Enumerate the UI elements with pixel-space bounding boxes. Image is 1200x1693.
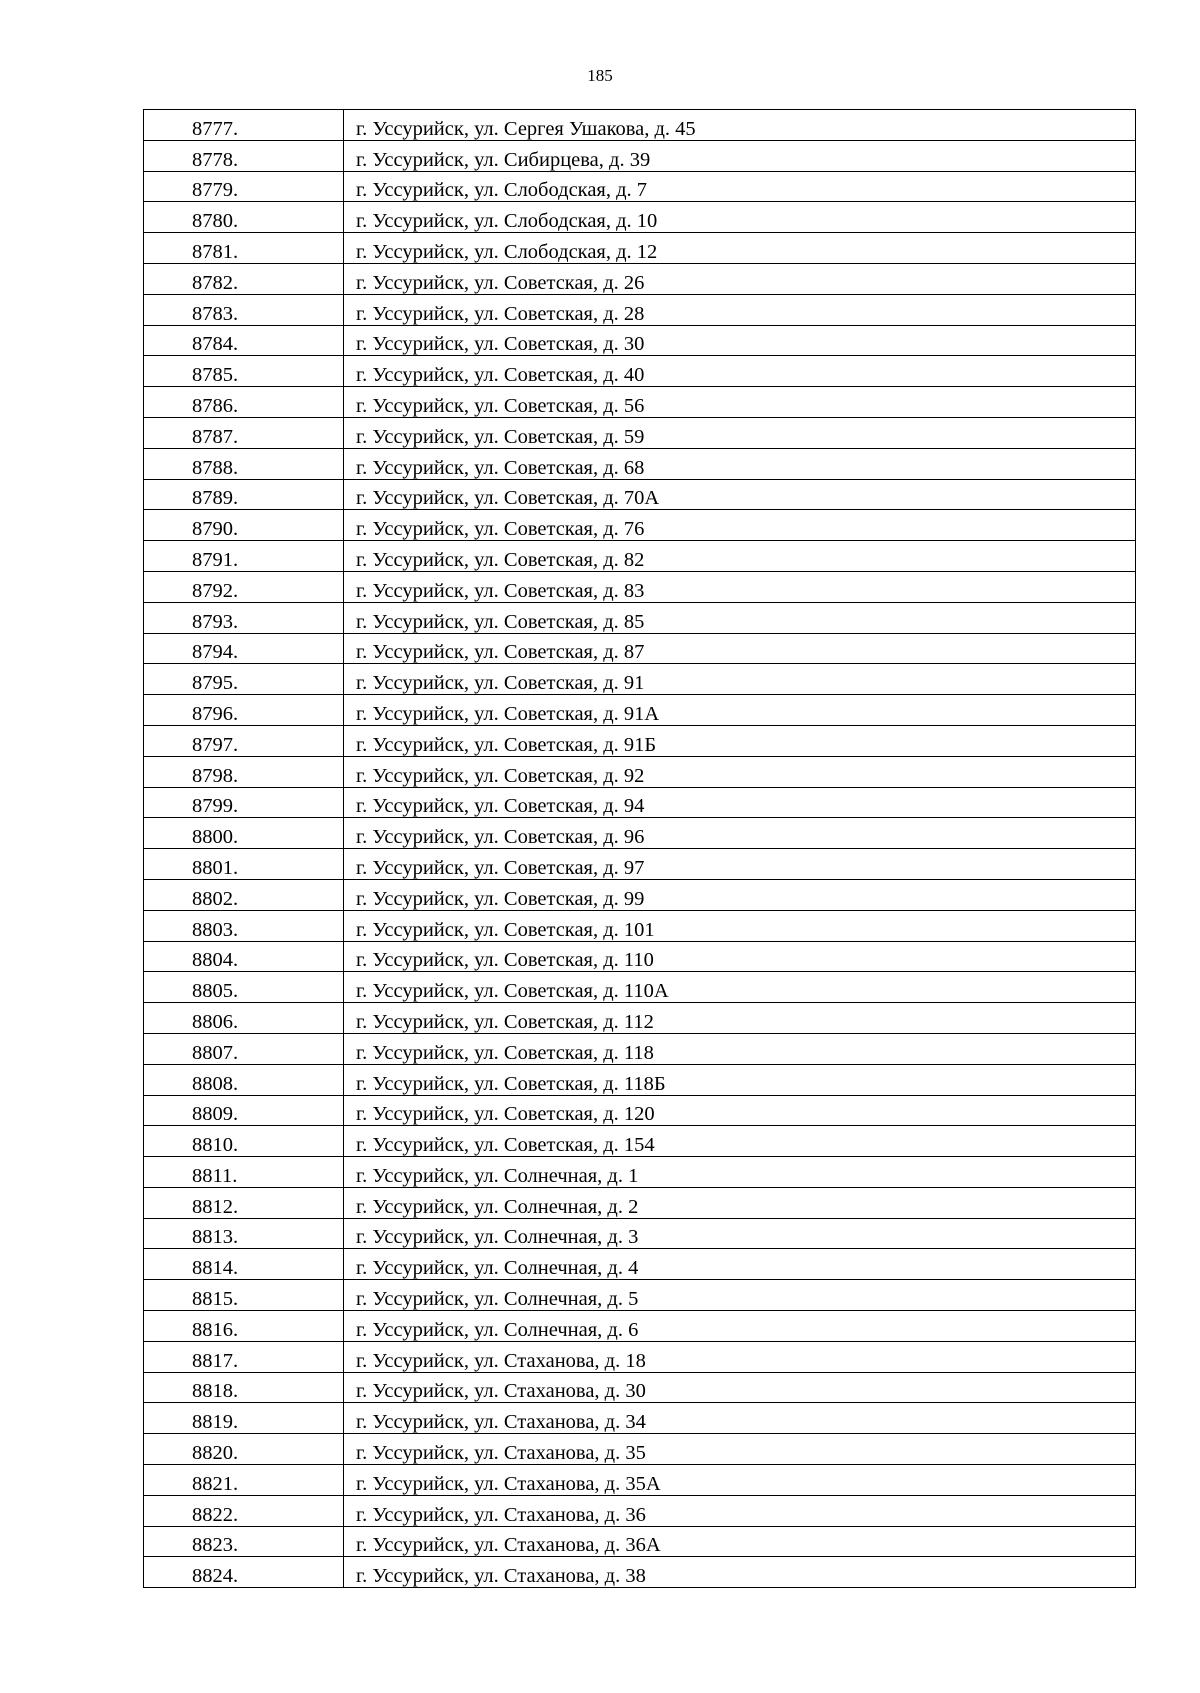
table-row bbox=[144, 1465, 1136, 1496]
address-cell bbox=[344, 849, 1136, 880]
table-row bbox=[144, 1064, 1136, 1095]
table-row bbox=[144, 1280, 1136, 1311]
address-cell bbox=[344, 1218, 1136, 1249]
address-text: г. Уссурийск, ул. Стаханова, д. 36А bbox=[356, 1534, 661, 1557]
address-cell bbox=[344, 1033, 1136, 1064]
row-number: 8821. bbox=[192, 1472, 239, 1495]
table-row bbox=[144, 1372, 1136, 1403]
row-number: 8808. bbox=[192, 1072, 239, 1095]
address-cell bbox=[344, 633, 1136, 664]
address-text: г. Уссурийск, ул. Советская, д. 85 bbox=[356, 610, 645, 633]
address-cell bbox=[344, 879, 1136, 910]
row-number-cell bbox=[144, 633, 344, 664]
row-number-cell bbox=[144, 387, 344, 418]
row-number-cell bbox=[144, 787, 344, 818]
address-cell bbox=[344, 941, 1136, 972]
address-cell bbox=[344, 695, 1136, 726]
row-number-cell bbox=[144, 941, 344, 972]
address-text: г. Уссурийск, ул. Советская, д. 76 bbox=[356, 518, 645, 541]
row-number: 8812. bbox=[192, 1195, 239, 1218]
row-number-cell bbox=[144, 1434, 344, 1465]
address-cell bbox=[344, 1434, 1136, 1465]
address-text: г. Уссурийск, ул. Советская, д. 70А bbox=[356, 487, 660, 510]
row-number-cell bbox=[144, 1557, 344, 1588]
row-number: 8793. bbox=[192, 610, 239, 633]
table-row bbox=[144, 879, 1136, 910]
table-row bbox=[144, 325, 1136, 356]
address-cell bbox=[344, 233, 1136, 264]
row-number-cell bbox=[144, 110, 344, 141]
address-cell bbox=[344, 972, 1136, 1003]
row-number: 8810. bbox=[192, 1134, 239, 1157]
address-cell bbox=[344, 1341, 1136, 1372]
address-text: г. Уссурийск, ул. Солнечная, д. 3 bbox=[356, 1226, 639, 1249]
row-number: 8817. bbox=[192, 1349, 239, 1372]
table-row bbox=[144, 1126, 1136, 1157]
table-row bbox=[144, 541, 1136, 572]
address-cell bbox=[344, 510, 1136, 541]
address-text: г. Уссурийск, ул. Советская, д. 26 bbox=[356, 271, 645, 294]
row-number: 8818. bbox=[192, 1380, 239, 1403]
address-text: г. Уссурийск, ул. Солнечная, д. 2 bbox=[356, 1195, 639, 1218]
address-table-body bbox=[144, 110, 1136, 1588]
address-text: г. Уссурийск, ул. Слободская, д. 10 bbox=[356, 210, 658, 233]
address-text: г. Уссурийск, ул. Советская, д. 91Б bbox=[356, 733, 657, 756]
address-text: г. Уссурийск, ул. Советская, д. 120 bbox=[356, 1103, 655, 1126]
row-number: 8790. bbox=[192, 518, 239, 541]
address-cell bbox=[344, 1126, 1136, 1157]
address-cell bbox=[344, 263, 1136, 294]
address-text: г. Уссурийск, ул. Стаханова, д. 36 bbox=[356, 1503, 646, 1526]
address-text: г. Уссурийск, ул. Советская, д. 94 bbox=[356, 795, 645, 818]
table-row bbox=[144, 1495, 1136, 1526]
row-number: 8820. bbox=[192, 1442, 239, 1465]
address-cell bbox=[344, 1465, 1136, 1496]
row-number-cell bbox=[144, 972, 344, 1003]
row-number: 8800. bbox=[192, 826, 239, 849]
address-text: г. Уссурийск, ул. Советская, д. 112 bbox=[356, 1010, 654, 1033]
address-text: г. Уссурийск, ул. Советская, д. 97 bbox=[356, 856, 645, 879]
table-row bbox=[144, 756, 1136, 787]
address-text: г. Уссурийск, ул. Советская, д. 68 bbox=[356, 456, 645, 479]
address-text: г. Уссурийск, ул. Стаханова, д. 34 bbox=[356, 1411, 646, 1434]
row-number-cell bbox=[144, 202, 344, 233]
table-row bbox=[144, 1187, 1136, 1218]
address-cell bbox=[344, 325, 1136, 356]
address-text: г. Уссурийск, ул. Советская, д. 30 bbox=[356, 333, 645, 356]
table-row bbox=[144, 910, 1136, 941]
address-text: г. Уссурийск, ул. Стаханова, д. 30 bbox=[356, 1380, 646, 1403]
table-row bbox=[144, 664, 1136, 695]
table-row bbox=[144, 202, 1136, 233]
address-text: г. Уссурийск, ул. Советская, д. 92 bbox=[356, 764, 645, 787]
table-row bbox=[144, 1403, 1136, 1434]
row-number: 8801. bbox=[192, 856, 239, 879]
address-text: г. Уссурийск, ул. Советская, д. 59 bbox=[356, 425, 645, 448]
row-number: 8803. bbox=[192, 918, 239, 941]
table-row bbox=[144, 849, 1136, 880]
row-number-cell bbox=[144, 879, 344, 910]
row-number-cell bbox=[144, 1218, 344, 1249]
table-row bbox=[144, 387, 1136, 418]
row-number: 8785. bbox=[192, 364, 239, 387]
row-number-cell bbox=[144, 510, 344, 541]
row-number: 8806. bbox=[192, 1010, 239, 1033]
address-cell bbox=[344, 417, 1136, 448]
table-row bbox=[144, 695, 1136, 726]
row-number: 8816. bbox=[192, 1318, 239, 1341]
row-number-cell bbox=[144, 294, 344, 325]
address-cell bbox=[344, 1372, 1136, 1403]
table-row bbox=[144, 571, 1136, 602]
row-number: 8805. bbox=[192, 980, 239, 1003]
row-number: 8778. bbox=[192, 148, 239, 171]
address-text: г. Уссурийск, ул. Стаханова, д. 35А bbox=[356, 1472, 661, 1495]
address-cell bbox=[344, 171, 1136, 202]
address-cell bbox=[344, 356, 1136, 387]
row-number-cell bbox=[144, 1157, 344, 1188]
address-cell bbox=[344, 756, 1136, 787]
row-number-cell bbox=[144, 263, 344, 294]
address-text: г. Уссурийск, ул. Советская, д. 110 bbox=[356, 949, 654, 972]
table-row bbox=[144, 356, 1136, 387]
row-number: 8799. bbox=[192, 795, 239, 818]
table-row bbox=[144, 448, 1136, 479]
row-number-cell bbox=[144, 140, 344, 171]
table-row bbox=[144, 510, 1136, 541]
row-number-cell bbox=[144, 325, 344, 356]
row-number-cell bbox=[144, 849, 344, 880]
row-number-cell bbox=[144, 171, 344, 202]
row-number-cell bbox=[144, 725, 344, 756]
address-cell bbox=[344, 1003, 1136, 1034]
row-number: 8813. bbox=[192, 1226, 239, 1249]
address-text: г. Уссурийск, ул. Советская, д. 96 bbox=[356, 826, 645, 849]
row-number: 8802. bbox=[192, 887, 239, 910]
row-number-cell bbox=[144, 1403, 344, 1434]
table-row bbox=[144, 787, 1136, 818]
row-number: 8777. bbox=[192, 117, 239, 140]
address-cell bbox=[344, 571, 1136, 602]
address-text: г. Уссурийск, ул. Советская, д. 56 bbox=[356, 394, 645, 417]
address-text: г. Уссурийск, ул. Советская, д. 28 bbox=[356, 302, 645, 325]
table-row bbox=[144, 479, 1136, 510]
table-row bbox=[144, 602, 1136, 633]
address-cell bbox=[344, 1095, 1136, 1126]
table-row bbox=[144, 633, 1136, 664]
address-text: г. Уссурийск, ул. Советская, д. 91 bbox=[356, 672, 645, 695]
address-cell bbox=[344, 479, 1136, 510]
address-text: г. Уссурийск, ул. Слободская, д. 12 bbox=[356, 240, 658, 263]
table-row bbox=[144, 1033, 1136, 1064]
address-cell bbox=[344, 140, 1136, 171]
row-number-cell bbox=[144, 417, 344, 448]
row-number: 8780. bbox=[192, 210, 239, 233]
address-text: г. Уссурийск, ул. Советская, д. 91А bbox=[356, 702, 660, 725]
row-number: 8792. bbox=[192, 579, 239, 602]
table-row bbox=[144, 294, 1136, 325]
address-cell bbox=[344, 1249, 1136, 1280]
row-number: 8786. bbox=[192, 394, 239, 417]
address-text: г. Уссурийск, ул. Советская, д. 110А bbox=[356, 980, 669, 1003]
row-number: 8809. bbox=[192, 1103, 239, 1126]
row-number-cell bbox=[144, 1465, 344, 1496]
table-row bbox=[144, 1157, 1136, 1188]
row-number: 8804. bbox=[192, 949, 239, 972]
address-cell bbox=[344, 910, 1136, 941]
address-text: г. Уссурийск, ул. Советская, д. 83 bbox=[356, 579, 645, 602]
address-cell bbox=[344, 818, 1136, 849]
table-row bbox=[144, 171, 1136, 202]
row-number: 8788. bbox=[192, 456, 239, 479]
address-text: г. Уссурийск, ул. Солнечная, д. 4 bbox=[356, 1257, 639, 1280]
row-number-cell bbox=[144, 1341, 344, 1372]
table-row bbox=[144, 1526, 1136, 1557]
row-number: 8824. bbox=[192, 1565, 239, 1588]
row-number-cell bbox=[144, 1372, 344, 1403]
address-text: г. Уссурийск, ул. Сибирцева, д. 39 bbox=[356, 148, 651, 171]
row-number-cell bbox=[144, 1064, 344, 1095]
row-number-cell bbox=[144, 233, 344, 264]
table-row bbox=[144, 1341, 1136, 1372]
address-cell bbox=[344, 541, 1136, 572]
address-cell bbox=[344, 725, 1136, 756]
row-number: 8795. bbox=[192, 672, 239, 695]
address-cell bbox=[344, 110, 1136, 141]
row-number: 8807. bbox=[192, 1041, 239, 1064]
address-text: г. Уссурийск, ул. Слободская, д. 7 bbox=[356, 179, 648, 202]
row-number-cell bbox=[144, 571, 344, 602]
row-number-cell bbox=[144, 479, 344, 510]
row-number-cell bbox=[144, 356, 344, 387]
address-text: г. Уссурийск, ул. Солнечная, д. 5 bbox=[356, 1288, 639, 1311]
address-text: г. Уссурийск, ул. Советская, д. 101 bbox=[356, 918, 655, 941]
row-number: 8789. bbox=[192, 487, 239, 510]
row-number-cell bbox=[144, 1249, 344, 1280]
row-number-cell bbox=[144, 756, 344, 787]
row-number: 8797. bbox=[192, 733, 239, 756]
row-number-cell bbox=[144, 664, 344, 695]
row-number: 8811. bbox=[192, 1164, 238, 1187]
row-number: 8791. bbox=[192, 548, 239, 571]
row-number: 8794. bbox=[192, 641, 239, 664]
table-row bbox=[144, 1249, 1136, 1280]
row-number: 8783. bbox=[192, 302, 239, 325]
address-text: г. Уссурийск, ул. Солнечная, д. 6 bbox=[356, 1318, 639, 1341]
row-number: 8782. bbox=[192, 271, 239, 294]
row-number-cell bbox=[144, 1526, 344, 1557]
row-number: 8815. bbox=[192, 1288, 239, 1311]
table-row bbox=[144, 1218, 1136, 1249]
row-number-cell bbox=[144, 448, 344, 479]
address-text: г. Уссурийск, ул. Советская, д. 118 bbox=[356, 1041, 654, 1064]
table-row bbox=[144, 110, 1136, 141]
address-text: г. Уссурийск, ул. Солнечная, д. 1 bbox=[356, 1164, 639, 1187]
address-cell bbox=[344, 1495, 1136, 1526]
address-cell bbox=[344, 448, 1136, 479]
address-cell bbox=[344, 202, 1136, 233]
row-number-cell bbox=[144, 695, 344, 726]
address-table bbox=[143, 109, 1136, 1588]
row-number: 8796. bbox=[192, 702, 239, 725]
table-row bbox=[144, 725, 1136, 756]
row-number-cell bbox=[144, 1311, 344, 1342]
table-row bbox=[144, 1311, 1136, 1342]
address-cell bbox=[344, 387, 1136, 418]
address-text: г. Уссурийск, ул. Советская, д. 87 bbox=[356, 641, 645, 664]
row-number-cell bbox=[144, 1033, 344, 1064]
row-number-cell bbox=[144, 1495, 344, 1526]
address-text: г. Уссурийск, ул. Советская, д. 82 bbox=[356, 548, 645, 571]
address-cell bbox=[344, 664, 1136, 695]
table-row bbox=[144, 1434, 1136, 1465]
address-cell bbox=[344, 1064, 1136, 1095]
address-cell bbox=[344, 294, 1136, 325]
address-text: г. Уссурийск, ул. Советская, д. 154 bbox=[356, 1134, 655, 1157]
table-row bbox=[144, 941, 1136, 972]
row-number-cell bbox=[144, 818, 344, 849]
row-number: 8779. bbox=[192, 179, 239, 202]
table-row bbox=[144, 263, 1136, 294]
table-row bbox=[144, 417, 1136, 448]
address-text: г. Уссурийск, ул. Стаханова, д. 35 bbox=[356, 1442, 646, 1465]
table-row bbox=[144, 1557, 1136, 1588]
address-text: г. Уссурийск, ул. Сергея Ушакова, д. 45 bbox=[356, 117, 696, 140]
row-number: 8819. bbox=[192, 1411, 239, 1434]
table-row bbox=[144, 1003, 1136, 1034]
table-row bbox=[144, 233, 1136, 264]
address-cell bbox=[344, 602, 1136, 633]
address-text: г. Уссурийск, ул. Советская, д. 99 bbox=[356, 887, 645, 910]
address-cell bbox=[344, 1187, 1136, 1218]
page-number: 185 bbox=[587, 66, 613, 85]
address-text: г. Уссурийск, ул. Советская, д. 40 bbox=[356, 364, 645, 387]
row-number: 8784. bbox=[192, 333, 239, 356]
address-cell bbox=[344, 1280, 1136, 1311]
row-number: 8814. bbox=[192, 1257, 239, 1280]
table-row bbox=[144, 972, 1136, 1003]
address-cell bbox=[344, 1557, 1136, 1588]
row-number: 8822. bbox=[192, 1503, 239, 1526]
address-cell bbox=[344, 1403, 1136, 1434]
row-number-cell bbox=[144, 541, 344, 572]
row-number-cell bbox=[144, 1280, 344, 1311]
table-row bbox=[144, 1095, 1136, 1126]
address-cell bbox=[344, 1526, 1136, 1557]
address-text: г. Уссурийск, ул. Советская, д. 118Б bbox=[356, 1072, 666, 1095]
row-number-cell bbox=[144, 910, 344, 941]
row-number-cell bbox=[144, 1187, 344, 1218]
row-number: 8781. bbox=[192, 240, 239, 263]
row-number: 8787. bbox=[192, 425, 239, 448]
address-text: г. Уссурийск, ул. Стаханова, д. 18 bbox=[356, 1349, 646, 1372]
row-number-cell bbox=[144, 1095, 344, 1126]
table-row bbox=[144, 140, 1136, 171]
row-number-cell bbox=[144, 602, 344, 633]
address-cell bbox=[344, 1157, 1136, 1188]
address-cell bbox=[344, 787, 1136, 818]
row-number-cell bbox=[144, 1126, 344, 1157]
table-row bbox=[144, 818, 1136, 849]
address-cell bbox=[344, 1311, 1136, 1342]
row-number-cell bbox=[144, 1003, 344, 1034]
address-text: г. Уссурийск, ул. Стаханова, д. 38 bbox=[356, 1565, 646, 1588]
row-number: 8823. bbox=[192, 1534, 239, 1557]
row-number: 8798. bbox=[192, 764, 239, 787]
